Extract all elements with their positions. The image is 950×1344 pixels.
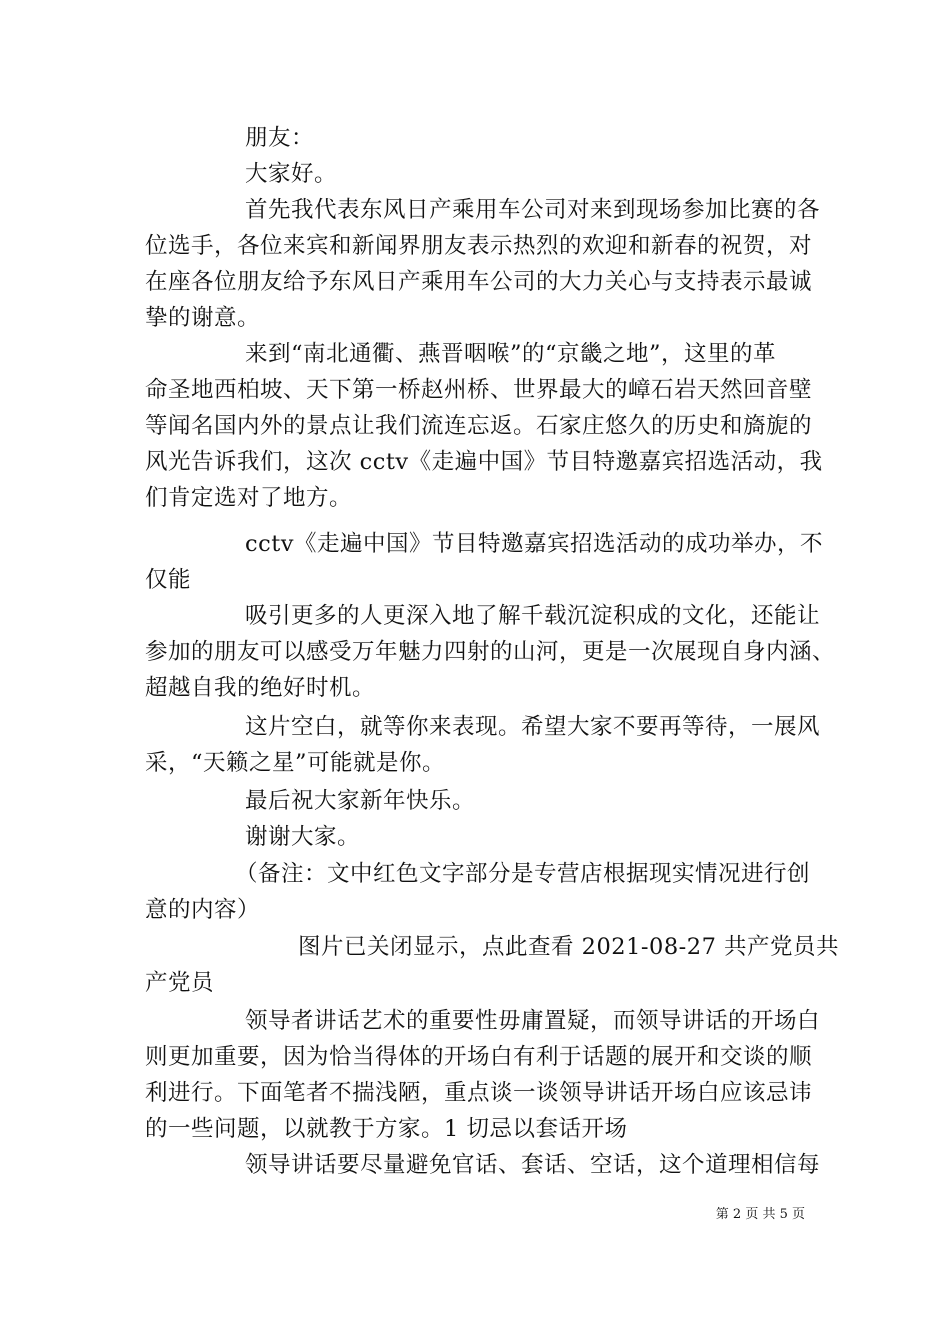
text-line: 风光告诉我们，这次 cctv《走遍中国》节目特邀嘉宾招选活动，我 (145, 449, 823, 475)
text-line: 们肯定选对了地方。 (145, 485, 353, 511)
text-line: cctv《走遍中国》节目特邀嘉宾招选活动的成功举办，不 (245, 531, 823, 557)
text-line: 参加的朋友可以感受万年魅力四射的山河，更是一次展现自身内涵、 (145, 639, 836, 665)
text-line: 最后祝大家新年快乐。 (245, 788, 476, 814)
text-line: 利进行。下面笔者不揣浅陋，重点谈一谈领导讲话开场白应该忌讳 (145, 1080, 813, 1106)
text-line: 则更加重要，因为恰当得体的开场白有利于话题的展开和交谈的顺 (145, 1044, 813, 1070)
page-footer: 第 2 页 共 5 页 (715, 1207, 805, 1222)
text-line: 挚的谢意。 (145, 305, 261, 331)
text-line: 在座各位朋友给予东风日产乘用车公司的大力关心与支持表示最诚 (145, 269, 813, 295)
text-line: （备注：文中红色文字部分是专营店根据现实情况进行创 (235, 861, 811, 887)
text-line: 领导讲话要尽量避免官话、套话、空话，这个道理相信每 (245, 1152, 821, 1178)
text-line: 的一些问题，以就教于方家。1 切忌以套话开场 (145, 1116, 628, 1142)
text-line: 仅能 (145, 567, 192, 593)
text-line: 大家好。 (245, 161, 338, 187)
text-line: 谢谢大家。 (245, 824, 361, 850)
text-line: 采，“天籁之星”可能就是你。 (145, 750, 446, 776)
text-line: 吸引更多的人更深入地了解千载沉淀积成的文化，还能让 (245, 603, 821, 629)
text-line: 来到“南北通衢、燕晋咽喉”的“京畿之地”，这里的革 (245, 341, 777, 367)
text-line: 位选手，各位来宾和新闻界朋友表示热烈的欢迎和新春的祝贺，对 (145, 233, 813, 259)
text-line: 等闻名国内外的景点让我们流连忘返。石家庄悠久的历史和旖旎的 (145, 413, 813, 439)
text-line: 意的内容） (145, 897, 261, 923)
text-line: 产党员 (145, 970, 215, 996)
text-line: 图片已关闭显示，点此查看 2021-08-27 共产党员共 (298, 934, 840, 960)
text-line: 这片空白，就等你来表现。希望大家不要再等待，一展风 (245, 714, 821, 740)
text-line: 领导者讲话艺术的重要性毋庸置疑，而领导讲话的开场白 (245, 1008, 821, 1034)
text-line: 超越自我的绝好时机。 (145, 675, 376, 701)
text-line: 朋友： (245, 125, 315, 151)
text-line: 首先我代表东风日产乘用车公司对来到现场参加比赛的各 (245, 197, 821, 223)
text-line: 命圣地西柏坡、天下第一桥赵州桥、世界最大的嶂石岩天然回音壁 (145, 377, 813, 403)
